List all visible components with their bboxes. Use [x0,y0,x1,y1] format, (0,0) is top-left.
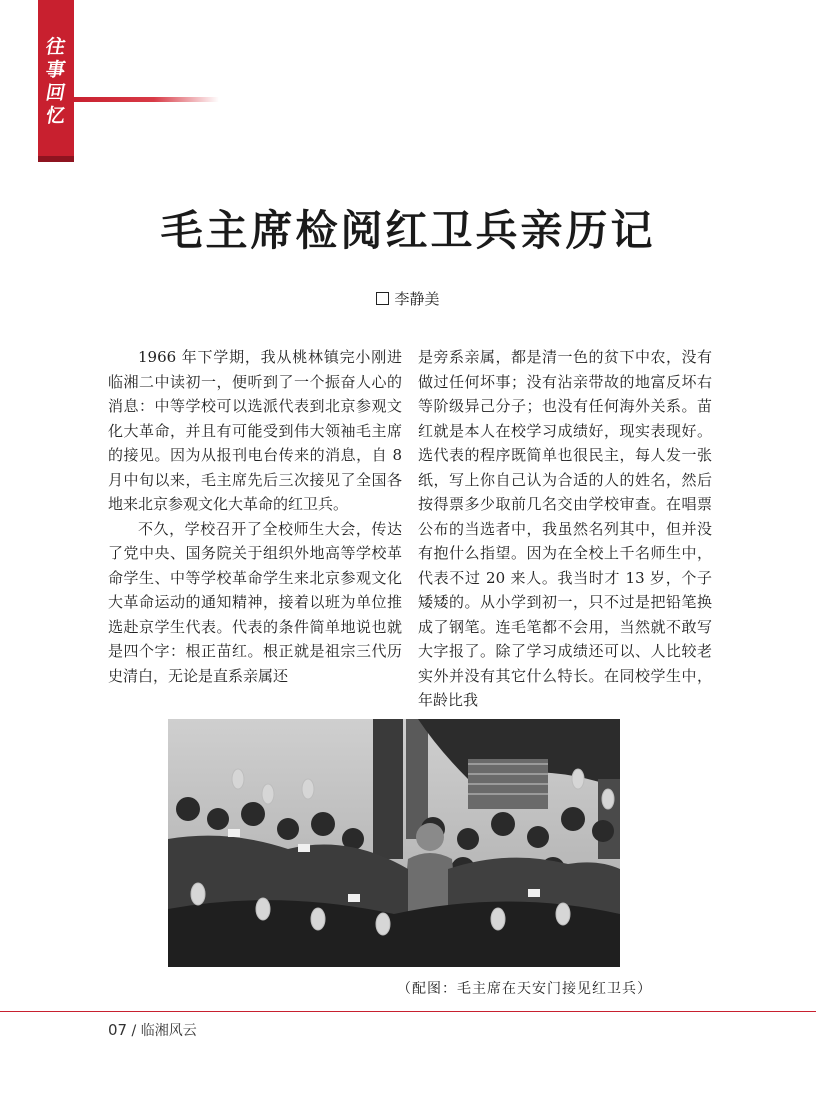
text-column-right [418,345,712,713]
byline [0,288,816,309]
page-footer [108,1020,197,1040]
footer-separator: / [131,1023,137,1039]
section-char: 回 [44,82,68,104]
article-title: 毛主席检阅红卫兵亲历记 [160,206,656,255]
section-label [38,36,74,128]
paragraph: 不久，学校召开了全校师生大会，传达了党中央、国务院关于组织外地高等学校革命学生、中等学校革命学生来北京参观文化大革命运动的通知精神，接着以班为单位推选赴京学生代表。代表的条件简单地说也就是四个字：根正苗红。根正就是祖宗三代历史清白，无论是直系亲属还 [108,519,402,685]
section-tab [38,0,74,162]
header-rule [74,97,219,102]
author-box-icon [376,292,389,305]
photo-illustration [168,719,620,967]
footer-rule [0,1011,816,1012]
publication-name: 临湘风云 [140,1023,197,1039]
author-name: 李静美 [394,290,440,308]
paragraph: 1966 年下学期，我从桃林镇完小刚进临湘二中读初一，便听到了一个振奋人心的消息：中等学校可以选派代表到北京参观文化大革命，并且有可能受到伟大领袖毛主席的接见。因为从报刊电台传来的消息，自 8 月中旬以来，毛主席先后三次接见了全国各地来北京参观文化大革命的红卫兵。 [108,348,402,513]
article-photo [168,719,620,967]
section-char: 往 [44,36,68,58]
text-column-left [108,345,402,688]
photo-caption: （配图：毛主席在天安门接见红卫兵） [397,981,652,997]
paragraph: 是旁系亲属，都是清一色的贫下中农，没有做过任何坏事；没有沾亲带故的地富反坏右等阶级异己分子；也没有任何海外关系。苗红就是本人在校学习成绩好，现实表现好。选代表的程序既简单也很民主，每人发一张纸，写上你自己认为合适的人的姓名，然后按得票多少取前几名交由学校审查。在唱票公布的当选者中，我虽然名列其中，但并没有抱什么指望。因为在全校上千名师生中，代表不过 20 来人。我当时才 13 岁，个子矮矮的。从小学到初一，只不过是把铅笔换成了钢笔。连毛笔都不会用，当然就不敢写大字报了。除了学习成绩还可以、人比较老实外并没有其它什么特长。在同校学生中，年龄比我 [418,348,712,709]
section-char: 事 [44,59,68,81]
section-char: 忆 [44,105,68,127]
page-number: 07 [108,1021,128,1039]
